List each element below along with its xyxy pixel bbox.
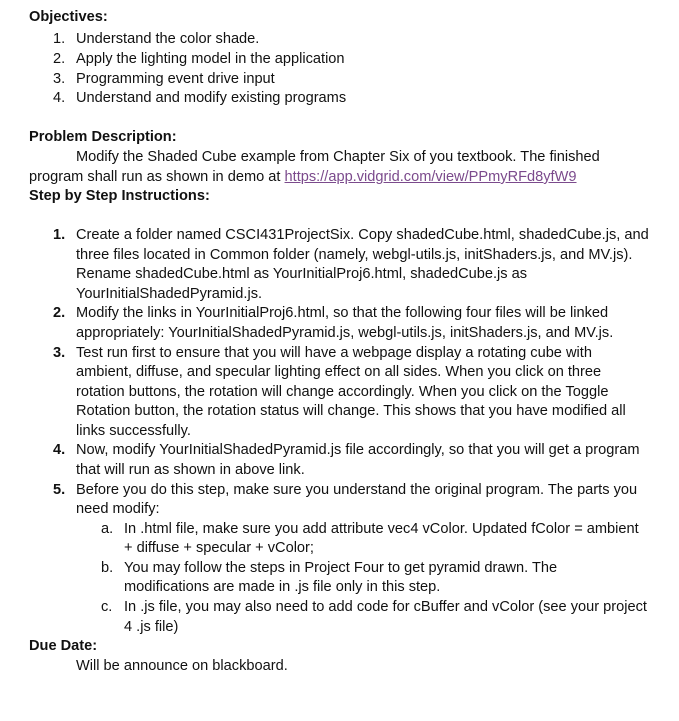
- step-number: 2.: [53, 305, 66, 321]
- problem-description-heading: Problem Description:: [29, 129, 177, 145]
- step-line: Test run first to ensure that you will have a webpage display a rotating cube with: [76, 345, 592, 361]
- problem-description-text: program shall run as shown in demo at: [29, 169, 285, 185]
- step-number: 3.: [53, 345, 66, 361]
- substep-line: 4 .js file): [124, 619, 179, 635]
- substep-line: In .html file, make sure you add attribute vec4 vColor. Updated fColor = ambient: [124, 521, 639, 537]
- step-line: Now, modify YourInitialShadedPyramid.js file accordingly, so that you will get a program: [76, 442, 640, 458]
- substep-letter: c.: [101, 599, 113, 615]
- objective-number: 3.: [53, 71, 66, 87]
- objective-number: 2.: [53, 51, 66, 67]
- step-number: 1.: [53, 227, 66, 243]
- due-date-text: Will be announce on blackboard.: [76, 658, 288, 674]
- objective-item: Understand and modify existing programs: [76, 90, 347, 106]
- step-line: Create a folder named CSCI431ProjectSix. Copy shadedCube.html, shadedCube.js, and: [76, 227, 649, 243]
- step-line: three files located in Common folder (namely, webgl-utils.js, initShaders.js, and MV.js).: [76, 247, 633, 263]
- objective-number: 1.: [53, 31, 66, 47]
- objective-item: Programming event drive input: [76, 71, 275, 87]
- step-line: links successfully.: [76, 423, 191, 439]
- substep-line: modifications are made in .js file only in this step.: [124, 579, 441, 595]
- objective-item: Apply the lighting model in the application: [76, 51, 345, 67]
- step-number: 5.: [53, 482, 66, 498]
- substep-line: You may follow the steps in Project Four to get pyramid drawn. The: [124, 560, 558, 576]
- step-line: that will run as shown in above link.: [76, 462, 305, 478]
- step-line: need modify:: [76, 501, 160, 517]
- substep-letter: a.: [101, 521, 114, 537]
- objective-item: Understand the color shade.: [76, 31, 260, 47]
- step-line: rotation buttons, the rotation will change accordingly. When you click on the Toggle: [76, 384, 609, 400]
- objectives-heading: Objectives:: [29, 9, 108, 25]
- step-line: Before you do this step, make sure you understand the original program. The parts you: [76, 482, 638, 498]
- step-line: Rotation button, the rotation status will change. This shows that you have modified all: [76, 403, 626, 419]
- step-line: Modify the links in YourInitialProj6.html, so that the following four files will be linked: [76, 305, 609, 321]
- step-line: ambient, diffuse, and specular lighting effect on all sides. When you click on three: [76, 364, 602, 380]
- substep-line: In .js file, you may also need to add code for cBuffer and vColor (see your project: [124, 599, 647, 615]
- step-line: YourInitialShadedPyramid.js.: [76, 286, 263, 302]
- steps-heading: Step by Step Instructions:: [29, 188, 210, 204]
- substep-line: + diffuse + specular + vColor;: [124, 540, 314, 556]
- step-line: Rename shadedCube.html as YourInitialProj6.html, shadedCube.js as: [76, 266, 528, 282]
- demo-link[interactable]: https://app.vidgrid.com/view/PPmyRFd8yfW9: [284, 169, 577, 185]
- due-date-heading: Due Date:: [29, 638, 98, 654]
- step-number: 4.: [53, 442, 66, 458]
- step-line: appropriately: YourInitialShadedPyramid.js, webgl-utils.js, initShaders.js, and MV.js.: [76, 325, 614, 341]
- problem-description-line: [29, 168, 577, 188]
- objective-number: 4.: [53, 90, 66, 106]
- substep-letter: b.: [101, 560, 114, 576]
- problem-description-line: Modify the Shaded Cube example from Chapter Six of you textbook. The finished: [76, 149, 600, 165]
